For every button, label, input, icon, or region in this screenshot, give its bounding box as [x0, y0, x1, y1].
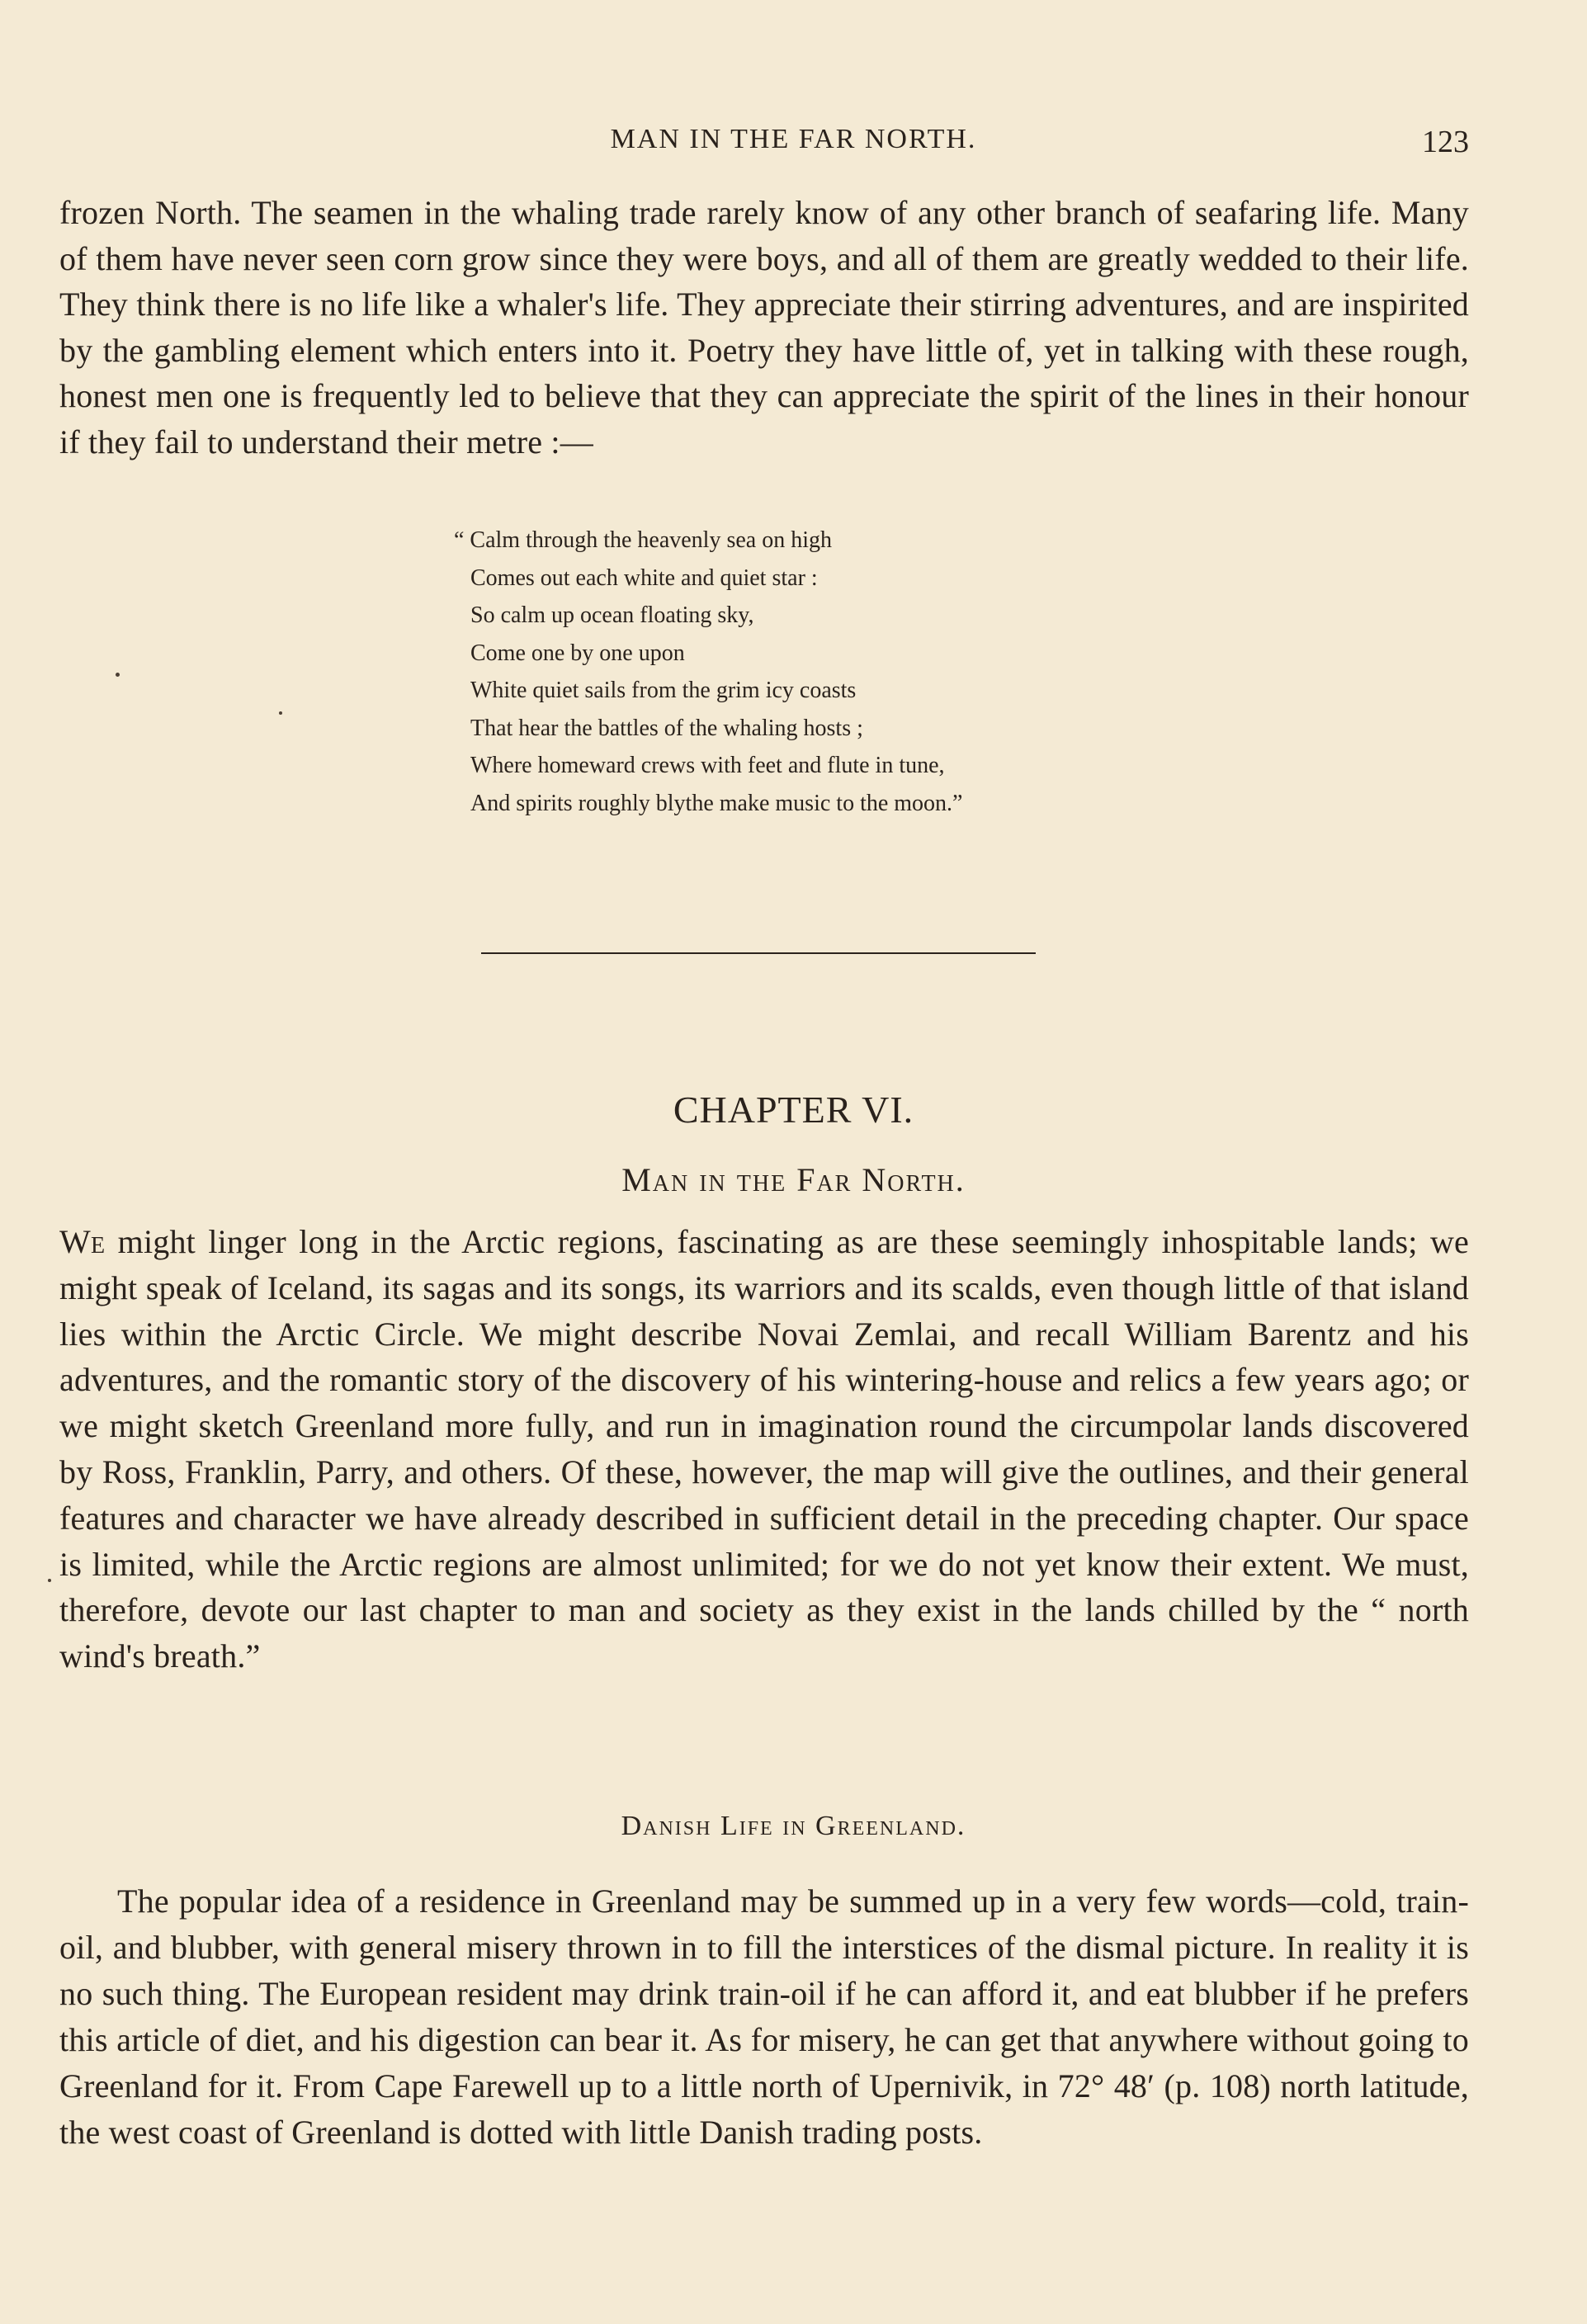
poem-line: “ Calm through the heavenly sea on high: [454, 527, 832, 553]
dropcap: We: [59, 1223, 106, 1260]
poem-line: White quiet sails from the grim icy coasts: [470, 678, 857, 703]
ink-speck: [279, 711, 282, 715]
running-title: MAN IN THE FAR NORTH.: [610, 124, 977, 154]
ink-speck: [48, 1579, 51, 1582]
poem-block: [454, 522, 1213, 822]
poem-line: Come one by one upon: [470, 640, 685, 666]
poem-line: So calm up ocean floating sky,: [470, 602, 754, 628]
poem-line: And spirits roughly blythe make music to the moon.”: [470, 790, 963, 816]
paragraph-danish-life: The popular idea of a residence in Greenland may be summed up in a very few words—cold, train-oil, and blubber, with general misery thrown in to fill the interstices of the dismal picture. In reality it is no such thing. The European resident may drink train-oil if he can afford it, and eat blubber if he prefers this article of diet, and his digestion can bear it. As for misery, he can get that anywhere without going to Greenland for it. From Cape Farewell up to a little north of Upernivik, in 72° 48′ (p. 108) north latitude, the west coast of Greenland is dotted with little Danish trading posts.: [59, 1882, 1469, 2151]
poem-line: Comes out each white and quiet star :: [470, 564, 818, 591]
page-number: 123: [1422, 125, 1469, 159]
poem-line: That hear the battles of the whaling hosts ;: [470, 715, 863, 741]
chapter-subtitle: Man in the Far North.: [621, 1161, 966, 1198]
ink-speck: [116, 673, 120, 677]
paragraph-whalers: frozen North. The seamen in the whaling trade rarely know of any other branch of seafaring life. Many of them have never seen corn grow since they were boys, and all of them are greatly wedded to their life. They think there is no life like a whaler's life. They appreciate their stirring adventures, and are inspirited by the gambling element which enters into it. Poetry they have little of, yet in talking with these rough, honest men one is frequently led to believe that they can appreciate the spirit of the lines in their honour if they fail to understand their metre :—: [59, 194, 1469, 461]
section-divider: [481, 952, 1036, 954]
chapter-title: CHAPTER VI.: [673, 1089, 914, 1131]
paragraph-text: might linger long in the Arctic regions, fascinating as are these seemingly inhospitable lands; we might speak of Iceland, its sagas and its songs, its warriors and its scalds, even though little of that island lies within the Arctic Circle. We might describe Novai Zemlai, and recall William Barentz and his adventures, and the romantic story of the discovery of his wintering-house and relics a few years ago; or we might sketch Greenland more fully, and run in imagination round the circumpolar lands discovered by Ross, Franklin, Parry, and others. Of these, however, the map will give the outlines, and their general features and character we have already described in sufficient detail in the preceding chapter. Our space is limited, while the Arctic regions are almost unlimited; for we do not yet know their extent. We must, therefore, devote our last chapter to man and society as they exist in the lands chilled by the “ north wind's breath.”: [59, 1223, 1469, 1675]
paragraph-arctic-regions: [59, 1219, 1469, 1679]
section-heading: Danish Life in Greenland.: [621, 1811, 966, 1841]
running-head: [0, 124, 1587, 165]
poem-line: Where homeward crews with feet and flute in tune,: [470, 753, 945, 778]
